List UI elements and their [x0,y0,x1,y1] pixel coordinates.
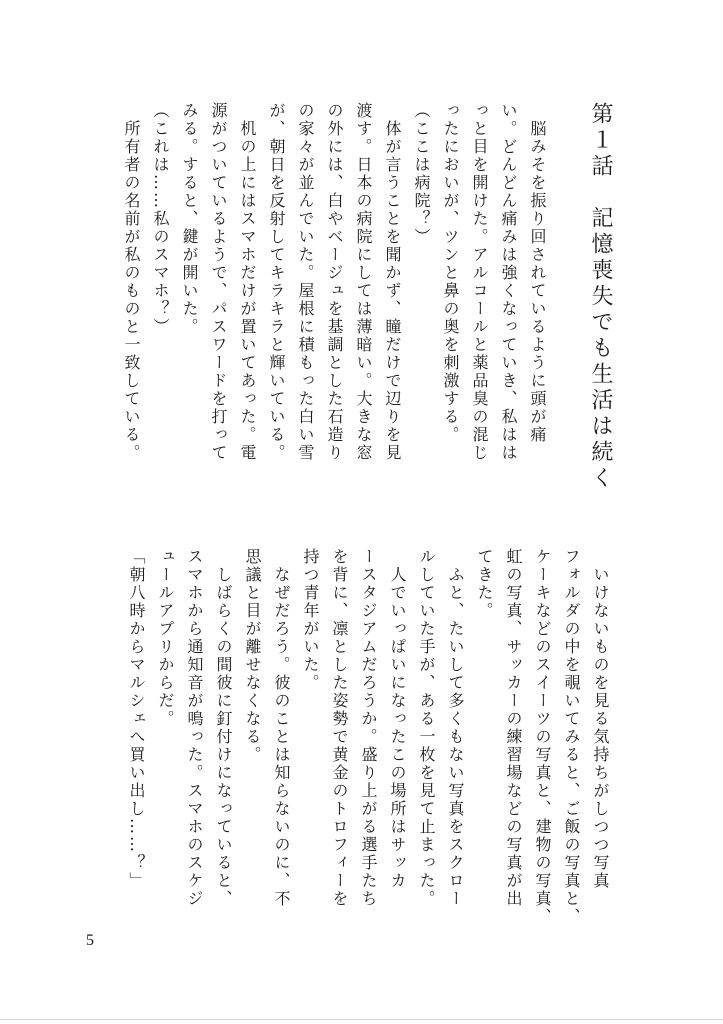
text-line: 渡す。日本の病院にしては薄暗い。大きな窓 [354,102,373,462]
text-line: しばらくの間彼に釘付けになっていると、 [214,548,233,908]
text-line: 人でいっぱいになったこの場所はサッカ [388,548,407,890]
text-line: なぜだろう。彼のことは知らないのに、不 [272,548,291,908]
text-line: の家々が並んでいた。屋根に積もった白い雪 [296,102,315,462]
text-line: ースタジアムだろうか。盛り上がる選手たち [359,548,378,908]
text-line: が、朝日を反射してキラキラと輝いている。 [267,102,286,462]
text-line: スマホから通知音が鳴った。スマホのスケジ [185,548,204,908]
lower-text-block [92,548,615,926]
text-line: いけないものを見る気持ちがしつつ写真 [591,548,610,890]
text-line: 思議と目が離せなくなる。 [243,548,262,764]
text-line: い。どんどん痛みは強くなっていき、私はは [499,102,518,462]
text-line: みる。すると、鍵が開いた。 [180,102,199,336]
text-line: を背に、凛とした姿勢で黄金のトロフィーを [330,548,349,908]
text-line: （これは……私のスマホ？） [151,102,170,336]
text-line: ふと、たいして多くもない写真をスクロー [446,548,465,908]
text-line: ルしていた手が、ある一枚を見て止まった。 [417,548,436,908]
text-line: の外には、白やベージュを基調とした石造り [325,102,344,462]
text-line: ケーキなどのスイーツの写真と、建物の写真、 [533,548,552,926]
text-line: 源がついているようで、パスワードを打って [209,102,228,462]
text-line: ったにおいが、ツンと鼻の奥を刺激する。 [441,102,460,444]
chapter-title: 第１話 記憶喪失でも生活は続く [588,102,613,492]
page-number: 5 [86,932,94,949]
text-line: （ここは病院？） [412,102,431,246]
text-line: てきた。 [475,548,494,620]
text-line: っと目を開けた。アルコールと薬品臭の混じ [470,102,489,462]
bottom-divider [0,1019,723,1020]
upper-text-block [110,102,615,492]
text-line: 机の上にはスマホだけが置いてあった。電 [238,102,257,462]
text-line: ュールアプリからだ。 [156,548,175,728]
text-line: 虹の写真、サッカーの練習場などの写真が出 [504,548,523,908]
text-line: 体が言うことを聞かず、瞳だけで辺りを見 [383,102,402,462]
text-line: 所有者の名前が私のものと一致している。 [122,102,141,462]
text-line: 脳みそを振り回されているように頭が痛 [528,102,547,444]
text-line: フォルダの中を覗いてみると、ご飯の写真と、 [562,548,581,926]
text-line: 持つ青年がいた。 [301,548,320,692]
text-line: 「朝八時からマルシェへ買い出し……？」 [127,548,146,890]
